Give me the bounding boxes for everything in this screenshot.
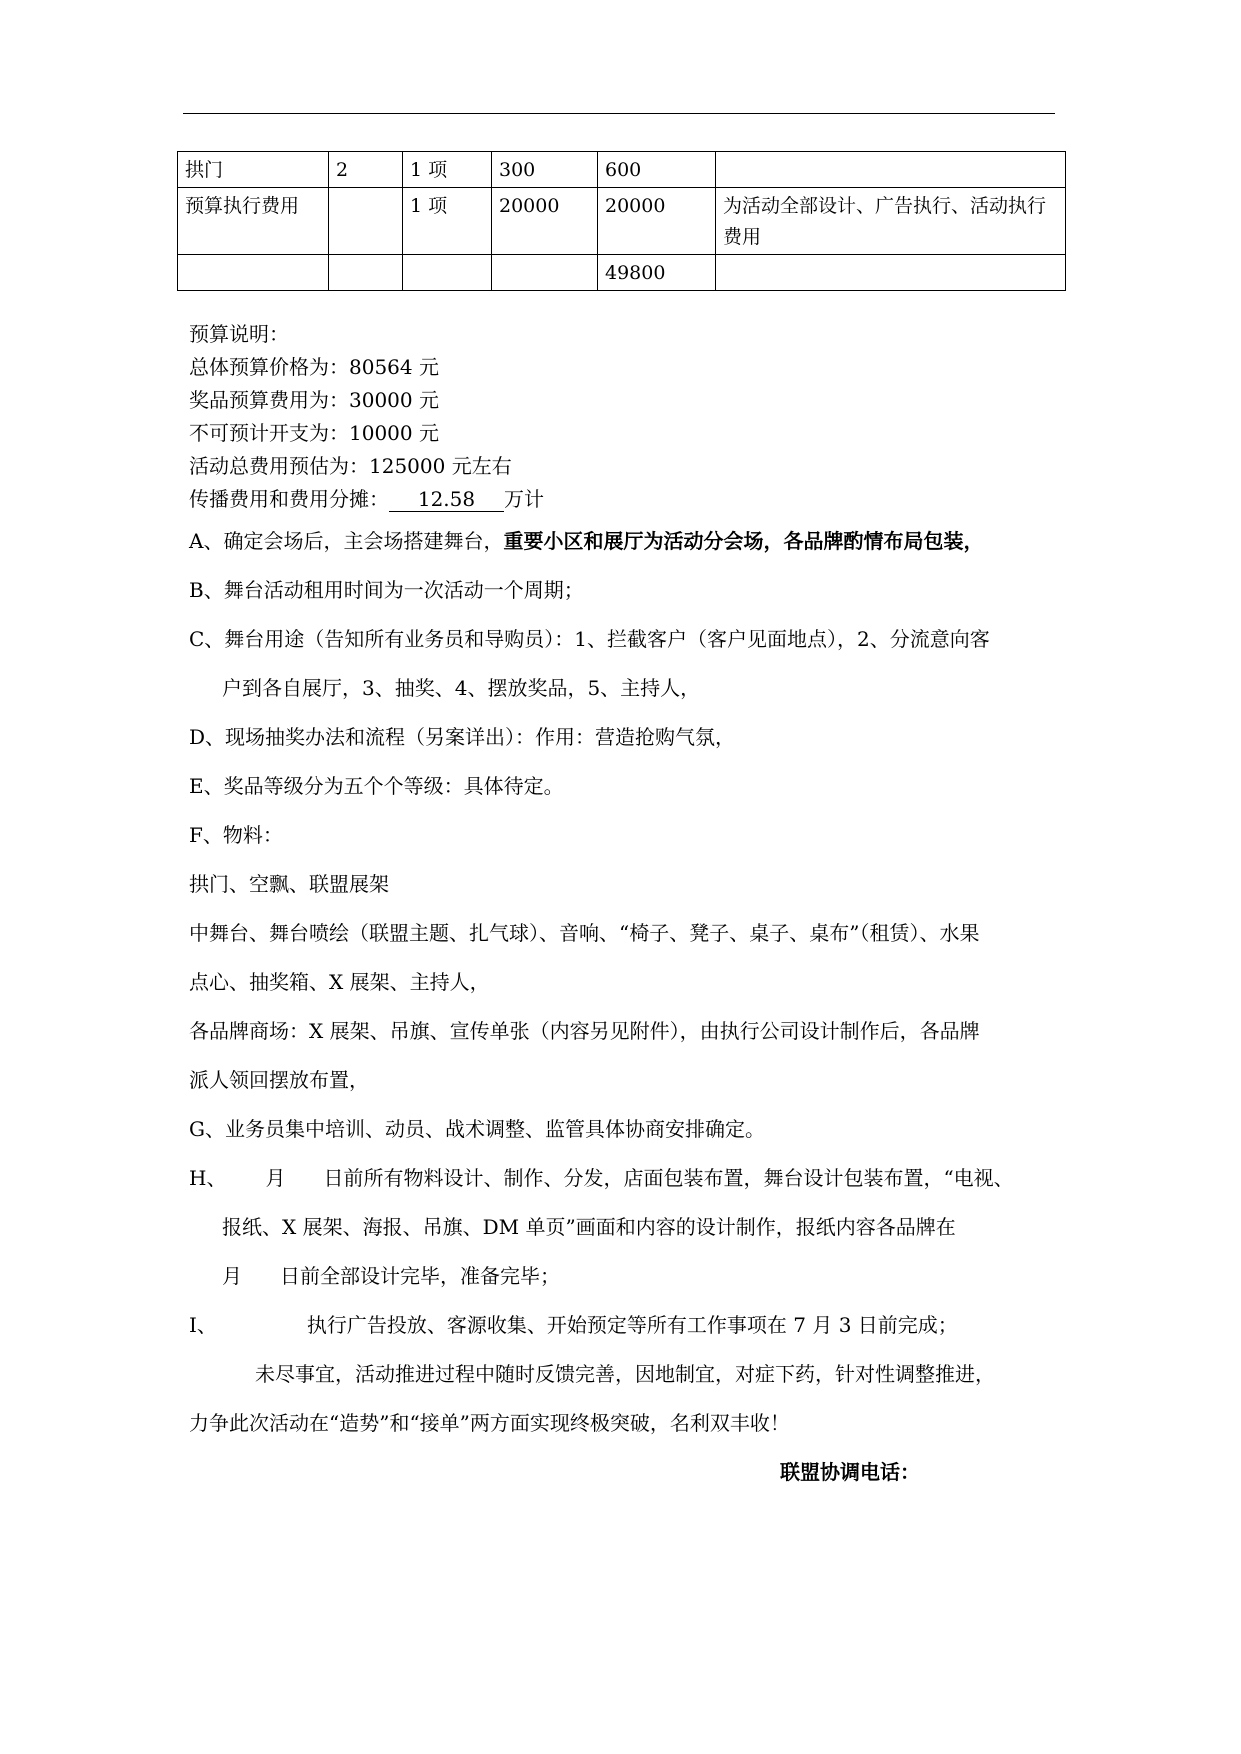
item-g: G、业务员集中培训、动员、战术调整、监管具体协商安排确定。 bbox=[189, 1117, 765, 1141]
item-h-line1-text: 日前所有物料设计、制作、分发，店面包装布置，舞台设计包装布置，“电视、 bbox=[323, 1166, 1014, 1190]
item-h-month: 月 bbox=[265, 1166, 286, 1190]
table-cell: 为活动全部设计、广告执行、活动执行费用 bbox=[716, 188, 1066, 255]
table-row bbox=[178, 188, 1066, 255]
item-i-label: I、 bbox=[189, 1313, 217, 1337]
closing-line1: 未尽事宜，活动推进过程中随时反馈完善，因地制宜，对症下药，针对性调整推进， bbox=[255, 1362, 995, 1386]
table-cell bbox=[329, 188, 403, 255]
item-a-text: A、确定会场后，主会场搭建舞台， bbox=[189, 529, 504, 553]
spread-cost-value: 12.58 bbox=[389, 487, 504, 512]
table-cell bbox=[492, 255, 598, 291]
item-c-line2: 户到各自展厅，3、抽奖、4、摆放奖品，5、主持人， bbox=[222, 676, 701, 700]
table-cell bbox=[178, 255, 329, 291]
spread-cost-label: 传播费用和费用分摊： bbox=[189, 487, 389, 511]
table-cell: 20000 bbox=[598, 188, 716, 255]
item-i bbox=[189, 1309, 958, 1342]
item-a-bold-text: 重要小区和展厅为活动分会场，各品牌酌情布局包装， bbox=[503, 529, 984, 553]
budget-table bbox=[177, 151, 1066, 291]
table-cell: 300 bbox=[492, 152, 598, 188]
materials-line2: 中舞台、舞台喷绘（联盟主题、扎气球）、音响、“椅子、凳子、桌子、桌布”（租赁）、水果 bbox=[189, 921, 980, 945]
item-a bbox=[189, 525, 983, 558]
activity-total-line: 活动总费用预估为：125000 元左右 bbox=[189, 454, 512, 478]
table-cell: 20000 bbox=[492, 188, 598, 255]
prize-cost-line: 奖品预算费用为：30000 元 bbox=[189, 388, 439, 412]
item-d: D、现场抽奖办法和流程（另案详出）：作用：营造抢购气氛， bbox=[189, 725, 736, 749]
item-h-label: H、 bbox=[189, 1166, 227, 1190]
table-cell bbox=[403, 255, 492, 291]
table-cell bbox=[329, 255, 403, 291]
materials-line5: 派人领回摆放布置， bbox=[189, 1068, 369, 1092]
item-h-line3-text: 日前全部设计完毕，准备完毕； bbox=[280, 1264, 560, 1288]
item-b: B、舞台活动租用时间为一次活动一个周期； bbox=[189, 578, 584, 602]
item-i-text: 执行广告投放、客源收集、开始预定等所有工作事项在 7 月 3 日前完成； bbox=[306, 1313, 958, 1337]
item-c-line1: C、舞台用途（告知所有业务员和导购员）：1、拦截客户（客户见面地点），2、分流意向客 bbox=[189, 627, 990, 651]
table-cell bbox=[716, 152, 1066, 188]
spread-cost-unit: 万计 bbox=[504, 487, 544, 511]
unforeseen-cost-line: 不可预计开支为：10000 元 bbox=[189, 421, 439, 445]
table-cell: 2 bbox=[329, 152, 403, 188]
spread-cost-line bbox=[189, 483, 544, 516]
contact-label: 联盟协调电话： bbox=[780, 1460, 920, 1484]
table-cell: 600 bbox=[598, 152, 716, 188]
item-h-line3 bbox=[222, 1260, 560, 1293]
materials-line1: 拱门、空飘、联盟展架 bbox=[189, 872, 389, 896]
item-h-line2: 报纸、X 展架、海报、吊旗、DM 单页”画面和内容的设计制作，报纸内容各品牌在 bbox=[222, 1215, 956, 1239]
item-e: E、奖品等级分为五个个等级：具体待定。 bbox=[189, 774, 564, 798]
item-f: F、物料： bbox=[189, 823, 283, 847]
table-cell: 拱门 bbox=[178, 152, 329, 188]
materials-line4: 各品牌商场：X 展架、吊旗、宣传单张（内容另见附件），由执行公司设计制作后，各品牌 bbox=[189, 1019, 980, 1043]
header-rule bbox=[183, 113, 1055, 114]
budget-notes-title: 预算说明： bbox=[189, 322, 289, 346]
item-h-line1 bbox=[189, 1162, 1014, 1195]
item-h-line3-month: 月 bbox=[222, 1264, 242, 1288]
table-row bbox=[178, 152, 1066, 188]
table-cell: 1 项 bbox=[403, 188, 492, 255]
table-cell: 49800 bbox=[598, 255, 716, 291]
materials-line3: 点心、抽奖箱、X 展架、主持人， bbox=[189, 970, 490, 994]
table-cell bbox=[716, 255, 1066, 291]
closing-line2: 力争此次活动在“造势”和“接单”两方面实现终极突破，名利双丰收！ bbox=[189, 1411, 790, 1435]
table-cell: 预算执行费用 bbox=[178, 188, 329, 255]
total-price-line: 总体预算价格为：80564 元 bbox=[189, 355, 439, 379]
table-cell: 1 项 bbox=[403, 152, 492, 188]
table-row bbox=[178, 255, 1066, 291]
